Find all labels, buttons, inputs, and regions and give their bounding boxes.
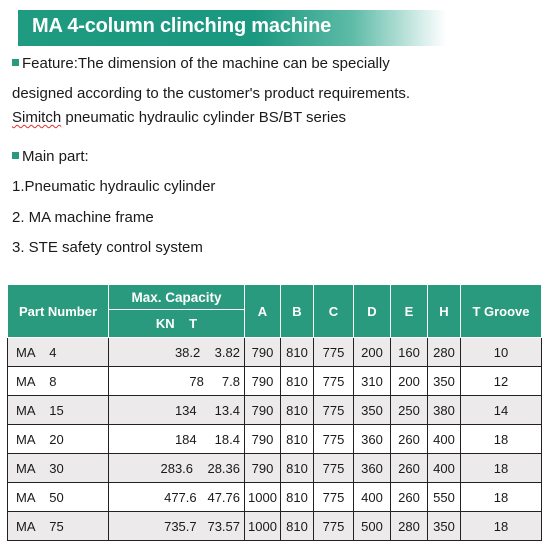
- cell-max-capacity: 38.2 3.82: [109, 338, 245, 367]
- cell-h: 550: [428, 483, 461, 512]
- cell-max-capacity: 134 13.4: [109, 396, 245, 425]
- cell-e: 280: [391, 512, 428, 541]
- cell-a: 790: [245, 454, 281, 483]
- cell-part-number: MA 75: [8, 512, 109, 541]
- header-max-capacity: Max. Capacity: [109, 285, 245, 310]
- feature-line-1: [12, 55, 390, 72]
- table-row: [8, 338, 542, 367]
- cell-h: 280: [428, 338, 461, 367]
- cell-e: 260: [391, 425, 428, 454]
- cell-b: 810: [281, 483, 314, 512]
- header-d: D: [354, 285, 391, 338]
- main-part-item-3: 3. STE safety control system: [12, 239, 203, 256]
- cell-a: 790: [245, 338, 281, 367]
- feature-text-2: designed according to the customer's product requirements.: [12, 85, 411, 102]
- cell-d: 360: [354, 425, 391, 454]
- main-part-heading: [12, 148, 89, 165]
- cell-a: 790: [245, 425, 281, 454]
- cell-part-number: MA 4: [8, 338, 109, 367]
- feature-line-3: [12, 109, 346, 126]
- cell-d: 310: [354, 367, 391, 396]
- cell-c: 775: [314, 367, 354, 396]
- header-e: E: [391, 285, 428, 338]
- cell-d: 360: [354, 454, 391, 483]
- cell-part-number: MA 8: [8, 367, 109, 396]
- cell-part-number: MA 30: [8, 454, 109, 483]
- cell-c: 775: [314, 396, 354, 425]
- table-row: [8, 396, 542, 425]
- main-part-label: Main part:: [22, 148, 89, 165]
- cell-max-capacity: 735.7 73.57: [109, 512, 245, 541]
- cell-t-groove: 18: [461, 454, 542, 483]
- cell-e: 260: [391, 483, 428, 512]
- spec-table: [7, 284, 542, 541]
- cell-h: 350: [428, 367, 461, 396]
- bullet-square-icon: [12, 59, 19, 66]
- cell-h: 400: [428, 454, 461, 483]
- cell-e: 250: [391, 396, 428, 425]
- cell-c: 775: [314, 454, 354, 483]
- bullet-square-icon: [12, 152, 19, 159]
- cell-part-number: MA 50: [8, 483, 109, 512]
- feature-line-2: [12, 85, 410, 102]
- table-row: [8, 483, 542, 512]
- cell-d: 500: [354, 512, 391, 541]
- cell-h: 380: [428, 396, 461, 425]
- feature-text-1: Feature:The dimension of the machine can be specially: [22, 55, 390, 72]
- cell-h: 350: [428, 512, 461, 541]
- header-part-number: Part Number: [8, 285, 109, 338]
- cell-d: 200: [354, 338, 391, 367]
- spec-table-container: [7, 284, 541, 541]
- cell-b: 810: [281, 425, 314, 454]
- cell-t-groove: 12: [461, 367, 542, 396]
- cell-a: 790: [245, 367, 281, 396]
- cell-e: 260: [391, 454, 428, 483]
- feature-text-3: pneumatic hydraulic cylinder BS/BT series: [61, 109, 347, 126]
- cell-b: 810: [281, 338, 314, 367]
- cell-max-capacity: 184 18.4: [109, 425, 245, 454]
- cell-c: 775: [314, 512, 354, 541]
- cell-max-capacity: 78 7.8: [109, 367, 245, 396]
- cell-t-groove: 18: [461, 512, 542, 541]
- cell-t-groove: 18: [461, 425, 542, 454]
- cell-b: 810: [281, 396, 314, 425]
- cell-a: 790: [245, 396, 281, 425]
- main-part-item-1: 1.Pneumatic hydraulic cylinder: [12, 178, 216, 195]
- page-title: MA 4-column clinching machine: [32, 15, 332, 37]
- table-row: [8, 367, 542, 396]
- cell-e: 200: [391, 367, 428, 396]
- table-row: [8, 425, 542, 454]
- table-row: [8, 512, 542, 541]
- cell-b: 810: [281, 367, 314, 396]
- header-t-groove: T Groove: [461, 285, 542, 338]
- cell-a: 1000: [245, 483, 281, 512]
- table-row: [8, 454, 542, 483]
- brand-name: Simitch: [12, 109, 62, 126]
- cell-c: 775: [314, 483, 354, 512]
- header-a: A: [245, 285, 281, 338]
- cell-b: 810: [281, 512, 314, 541]
- header-b: B: [281, 285, 314, 338]
- cell-b: 810: [281, 454, 314, 483]
- title-banner: [18, 10, 446, 46]
- cell-part-number: MA 20: [8, 425, 109, 454]
- main-part-item-2: 2. MA machine frame: [12, 209, 154, 226]
- cell-d: 400: [354, 483, 391, 512]
- cell-max-capacity: 477.6 47.76: [109, 483, 245, 512]
- cell-e: 160: [391, 338, 428, 367]
- cell-c: 775: [314, 338, 354, 367]
- cell-t-groove: 18: [461, 483, 542, 512]
- header-c: C: [314, 285, 354, 338]
- cell-part-number: MA 15: [8, 396, 109, 425]
- header-kn-t: KN T: [109, 310, 245, 338]
- header-h: H: [428, 285, 461, 338]
- cell-max-capacity: 283.6 28.36: [109, 454, 245, 483]
- cell-c: 775: [314, 425, 354, 454]
- cell-t-groove: 10: [461, 338, 542, 367]
- cell-h: 400: [428, 425, 461, 454]
- cell-a: 1000: [245, 512, 281, 541]
- cell-t-groove: 14: [461, 396, 542, 425]
- cell-d: 350: [354, 396, 391, 425]
